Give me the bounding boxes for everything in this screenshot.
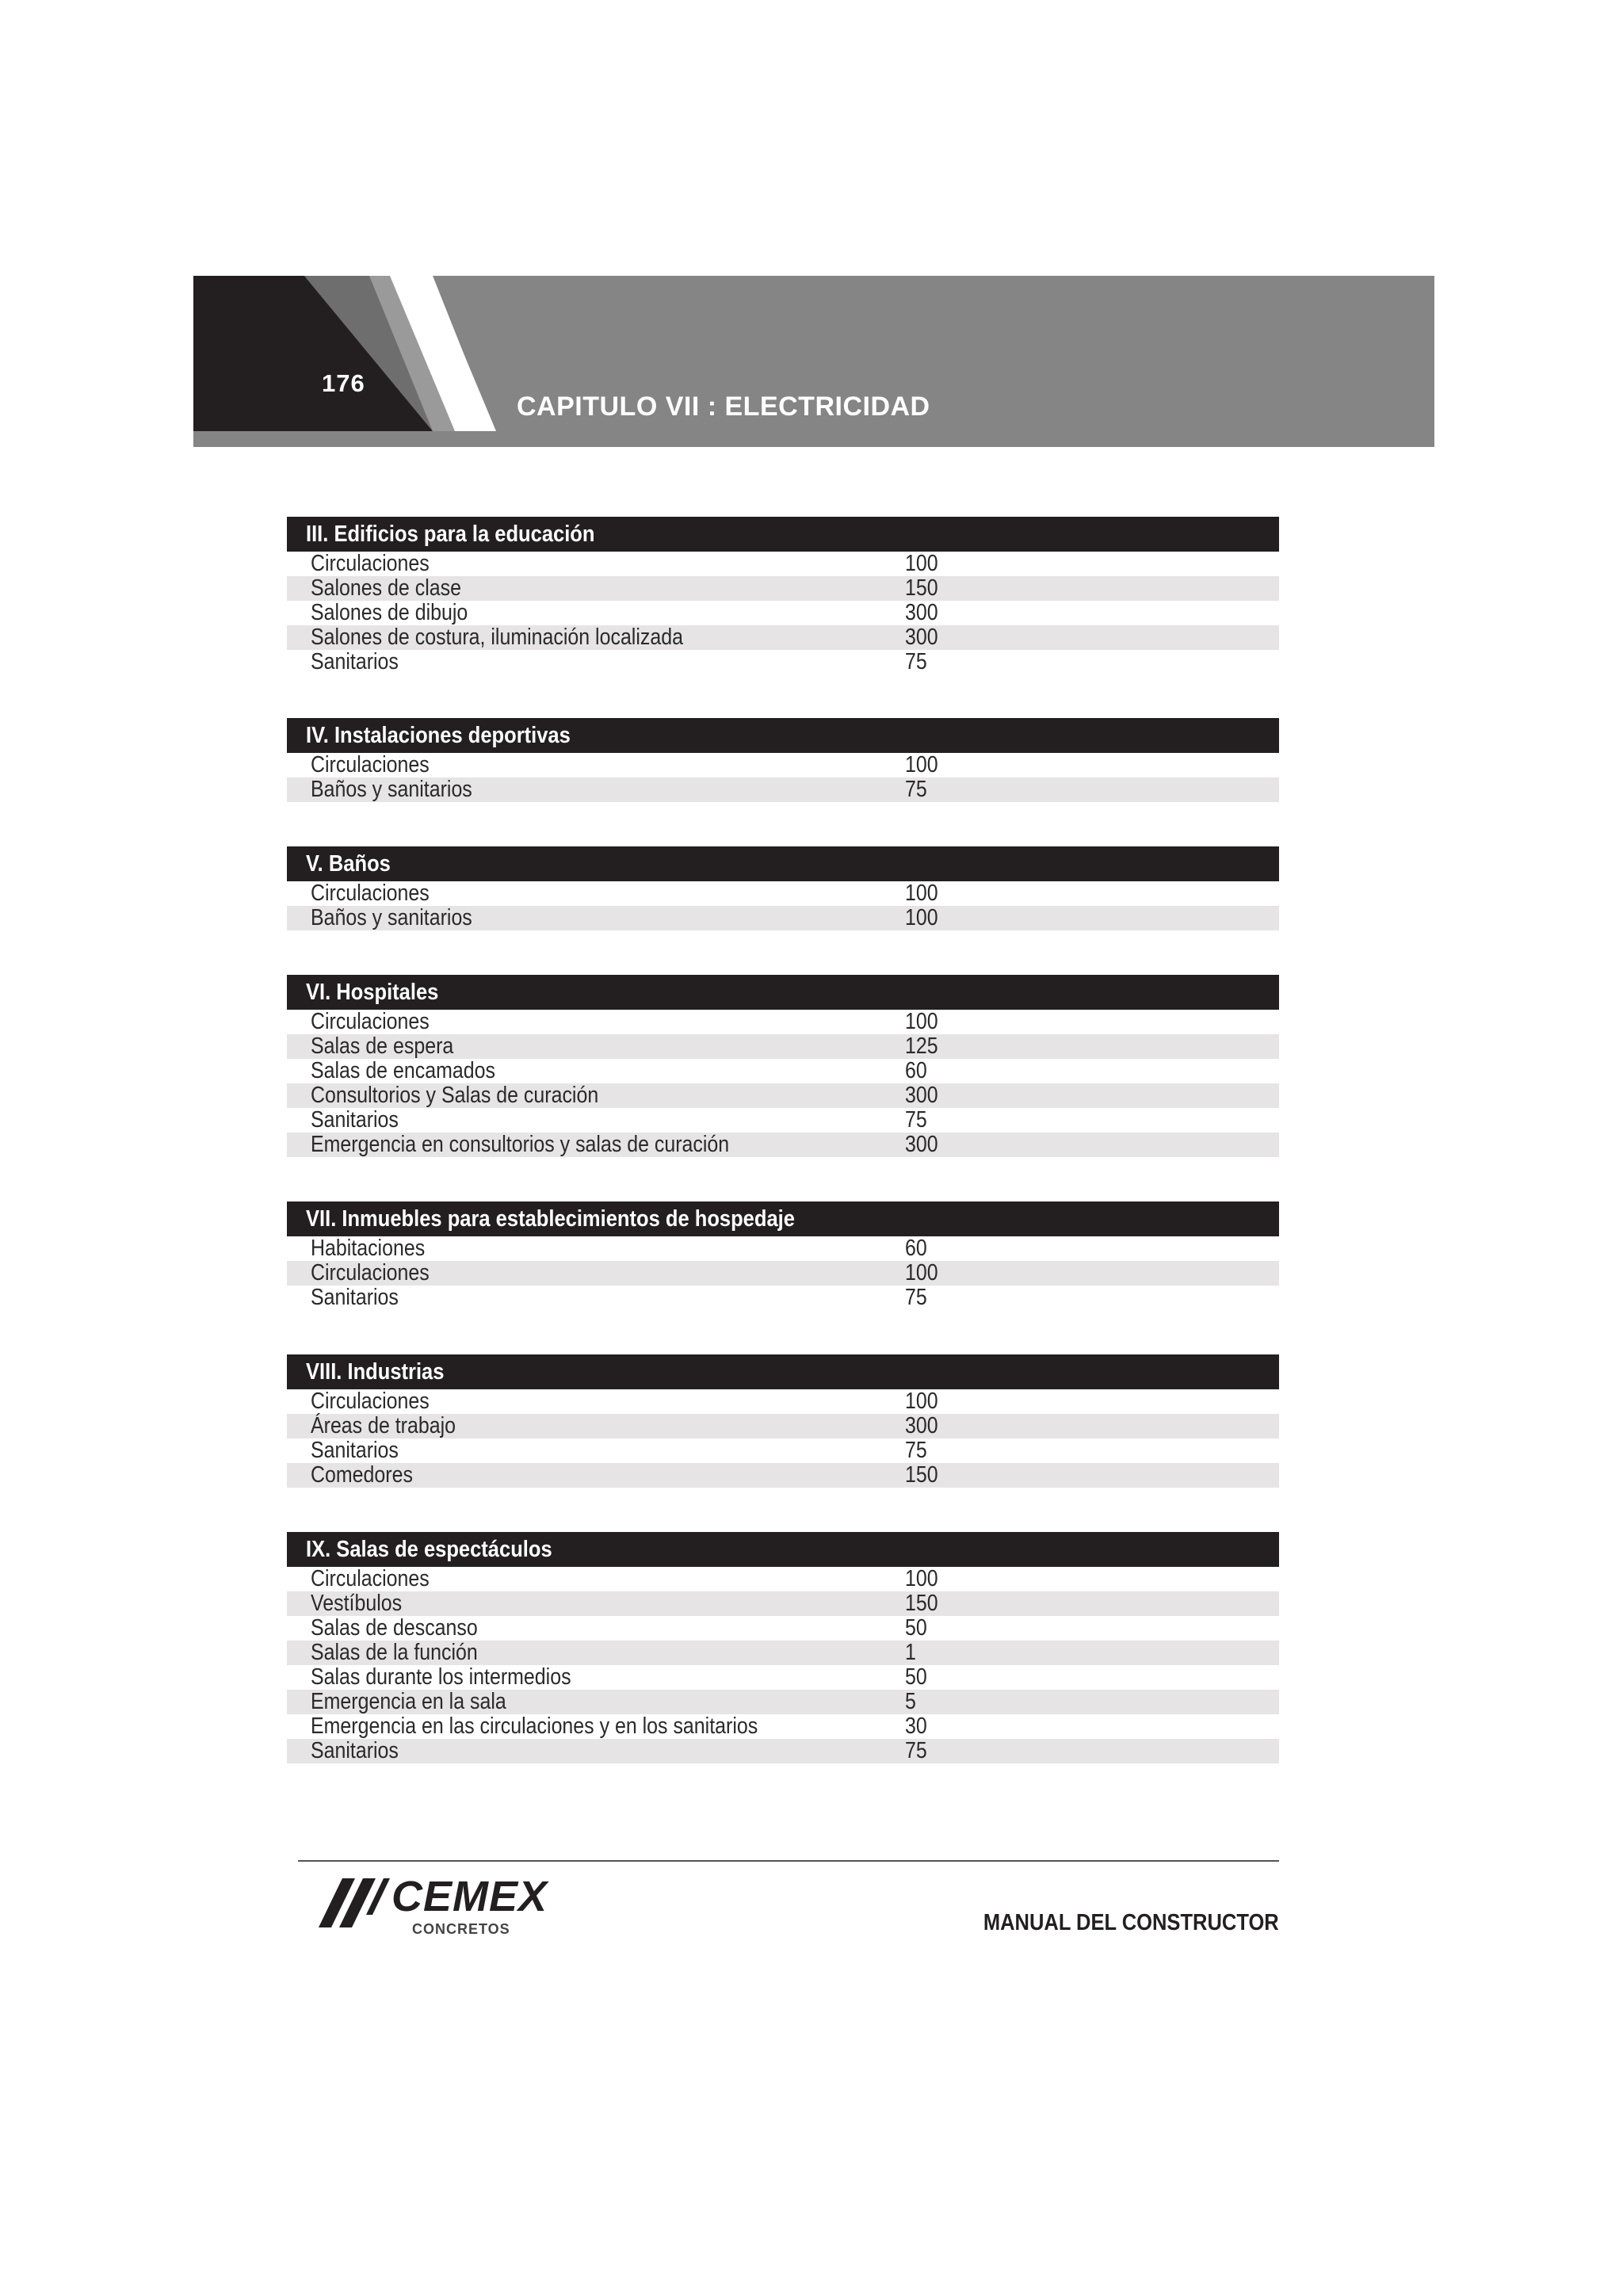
- section-title: IX. Salas de espectáculos: [287, 1532, 1279, 1567]
- section-title: VII. Inmuebles para establecimientos de hospedaje: [287, 1201, 1279, 1236]
- table-row: Baños y sanitarios 100: [287, 906, 1279, 930]
- table-row: Circulaciones 100: [311, 1009, 938, 1034]
- section-title: V. Baños: [287, 846, 1279, 881]
- table-row: Sanitarios 75: [311, 1285, 927, 1310]
- table-row: Comedores 150: [287, 1463, 1279, 1488]
- table-row: Sanitarios 75: [287, 1739, 1279, 1763]
- footer-divider: [298, 1860, 1279, 1862]
- table-row: Circulaciones 100: [311, 752, 938, 777]
- table-row: Circulaciones 100: [311, 1566, 938, 1591]
- section-baths: [287, 846, 1279, 930]
- table-row: Vestíbulos 150: [287, 1591, 1279, 1616]
- table-row: Circulaciones 100: [287, 1261, 1279, 1286]
- table-row: Circulaciones 100: [311, 881, 938, 906]
- table-row: Salas de la función 1: [287, 1641, 1279, 1665]
- table-row: Baños y sanitarios 75: [287, 777, 1279, 802]
- section-title: VIII. Industrias: [287, 1354, 1279, 1389]
- section-education: [287, 517, 1279, 674]
- table-row: Salones de dibujo 300: [311, 600, 938, 625]
- section-title: VI. Hospitales: [287, 975, 1279, 1010]
- page-header: [193, 276, 1434, 447]
- section-industries: [287, 1354, 1279, 1488]
- section-hospitals: [287, 975, 1279, 1157]
- section-sports: [287, 718, 1279, 802]
- table-row: Sanitarios 75: [311, 1107, 927, 1133]
- table-row: Habitaciones 60: [311, 1236, 927, 1261]
- section-theaters: [287, 1532, 1279, 1763]
- table-row: Circulaciones 100: [311, 1389, 938, 1414]
- cemex-slash-icon: [319, 1878, 390, 1934]
- table-row: Salas durante los intermedios 50: [311, 1664, 927, 1690]
- chapter-title: CAPITULO VII : ELECTRICIDAD: [517, 392, 930, 422]
- section-title: III. Edificios para la educación: [287, 517, 1279, 552]
- page-number: 176: [322, 369, 365, 397]
- table-row: Salas de descanso 50: [311, 1615, 927, 1641]
- table-row: Salas de encamados 60: [311, 1058, 927, 1083]
- section-title: IV. Instalaciones deportivas: [287, 718, 1279, 753]
- table-row: Emergencia en las circulaciones y en los sanitarios 30: [311, 1713, 927, 1739]
- table-row: Sanitarios 75: [311, 649, 927, 674]
- table-row: Áreas de trabajo 300: [287, 1414, 1279, 1438]
- table-row: Consultorios y Salas de curación 300: [287, 1083, 1279, 1108]
- table-row: Sanitarios 75: [311, 1438, 927, 1463]
- cemex-logo: [319, 1872, 548, 1943]
- manual-title: MANUAL DEL CONSTRUCTOR: [983, 1910, 1279, 1935]
- logo-subtitle: CONCRETOS: [412, 1921, 510, 1937]
- section-lodging: [287, 1201, 1279, 1310]
- table-row: Salones de costura, iluminación localizada 300: [287, 625, 1279, 650]
- table-row: Circulaciones 100: [311, 551, 938, 576]
- logo-wordmark: CEMEX: [391, 1873, 548, 1920]
- table-row: Emergencia en consultorios y salas de curación 300: [287, 1133, 1279, 1157]
- table-row: Salas de espera 125: [287, 1034, 1279, 1059]
- table-row: Emergencia en la sala 5: [287, 1690, 1279, 1714]
- table-row: Salones de clase 150: [287, 576, 1279, 601]
